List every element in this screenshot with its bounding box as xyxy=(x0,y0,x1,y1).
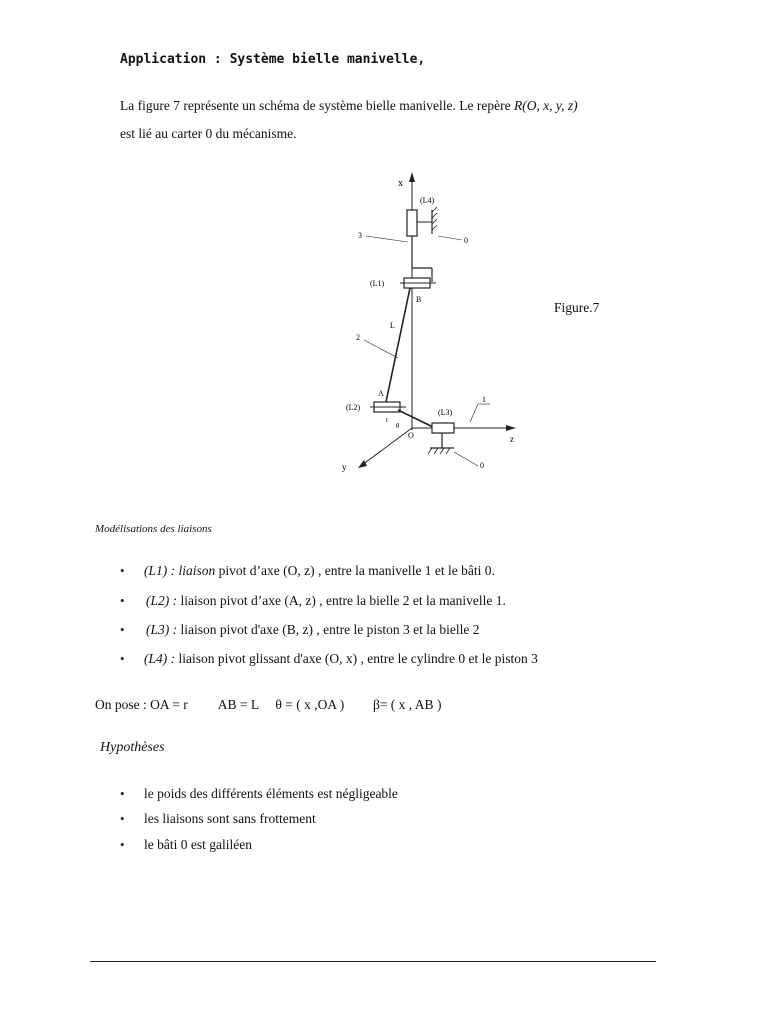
pose-intro: On pose : OA = r xyxy=(95,697,188,712)
liaison-tag: (L4) : xyxy=(144,651,176,666)
intro-repere: R(O, x, y, z) xyxy=(513,98,578,113)
z-axis-arrow xyxy=(506,425,516,431)
piston-block xyxy=(407,210,417,236)
label-part1: 1 xyxy=(482,395,486,404)
bullet-icon: • xyxy=(120,811,125,826)
liaison-tag-extra: liaison xyxy=(175,563,216,578)
label-L2: (L2) xyxy=(346,403,361,412)
label-theta: θ xyxy=(396,422,400,430)
label-part0-top: 0 xyxy=(464,236,468,245)
intro-line-1 xyxy=(120,98,578,114)
liaison-tag: (L3) : xyxy=(146,622,178,637)
y-axis-line xyxy=(362,428,412,465)
hypothesis-text: les liaisons sont sans frottement xyxy=(144,811,316,826)
bullet-icon: • xyxy=(120,622,125,637)
hypotheses-title: Hypothèses xyxy=(100,740,165,755)
liaison-tag: (L2) : xyxy=(146,593,178,608)
pose-ab: AB = L xyxy=(217,697,259,712)
hypothesis-text: le poids des différents éléments est négligeable xyxy=(144,786,398,801)
liaison-text: liaison pivot glissant d'axe (O, x) , entre le cylindre 0 et le piston 3 xyxy=(175,651,538,666)
liaison-text: liaison pivot d'axe (B, z) , entre le piston 3 et la bielle 2 xyxy=(177,622,480,637)
footer-divider xyxy=(90,961,656,962)
bullet-icon: • xyxy=(120,651,125,666)
label-O: O xyxy=(408,431,414,440)
pose-beta: β= ( x , AB ) xyxy=(372,697,442,712)
liaison-tag: (L1) : xyxy=(144,563,176,578)
bullet-icon: • xyxy=(120,786,125,801)
bullet-icon: • xyxy=(120,563,125,578)
x-axis-arrow xyxy=(409,172,415,182)
y-axis-label: y xyxy=(342,462,347,472)
label-L: L xyxy=(390,321,395,330)
pivot-O xyxy=(432,423,454,433)
label-part0-bottom: 0 xyxy=(480,461,484,470)
label-B: B xyxy=(416,295,422,304)
pose-line xyxy=(95,697,441,713)
label-A: A xyxy=(378,389,384,398)
liaison-text: liaison pivot d’axe (A, z) , entre la bielle 2 et la manivelle 1. xyxy=(177,593,506,608)
hypothesis-text: le bâti 0 est galiléen xyxy=(144,837,252,852)
intro-line-2: est lié au carter 0 du mécanisme. xyxy=(120,126,297,141)
figure-caption: Figure.7 xyxy=(554,300,600,315)
crank-mechanism-figure xyxy=(290,170,530,490)
bullet-icon: • xyxy=(120,837,125,852)
label-L3: (L3) xyxy=(438,408,453,417)
bullet-icon: • xyxy=(120,593,125,608)
label-L1-top: (L1) xyxy=(370,279,385,288)
crank-1 xyxy=(398,410,435,428)
label-part3: 3 xyxy=(358,231,362,240)
liaison-text: pivot d’axe (O, z) , entre la manivelle 1 et le bâti 0. xyxy=(215,563,495,578)
connecting-rod-2 xyxy=(386,288,410,402)
y-axis-arrow xyxy=(358,460,367,468)
label-part2: 2 xyxy=(356,333,360,342)
z-axis-label: z xyxy=(510,434,514,444)
label-L4: (L4) xyxy=(420,196,435,205)
intro-line-1-text: La figure 7 représente un schéma de système bielle manivelle. Le repère xyxy=(120,98,514,113)
label-r: r xyxy=(386,416,389,424)
x-axis-label: x xyxy=(398,178,403,189)
page-heading: Application : Système bielle manivelle, xyxy=(120,52,426,67)
pose-theta: θ = ( x ,OA ) xyxy=(275,697,345,712)
section-title: Modélisations des liaisons xyxy=(95,523,212,535)
